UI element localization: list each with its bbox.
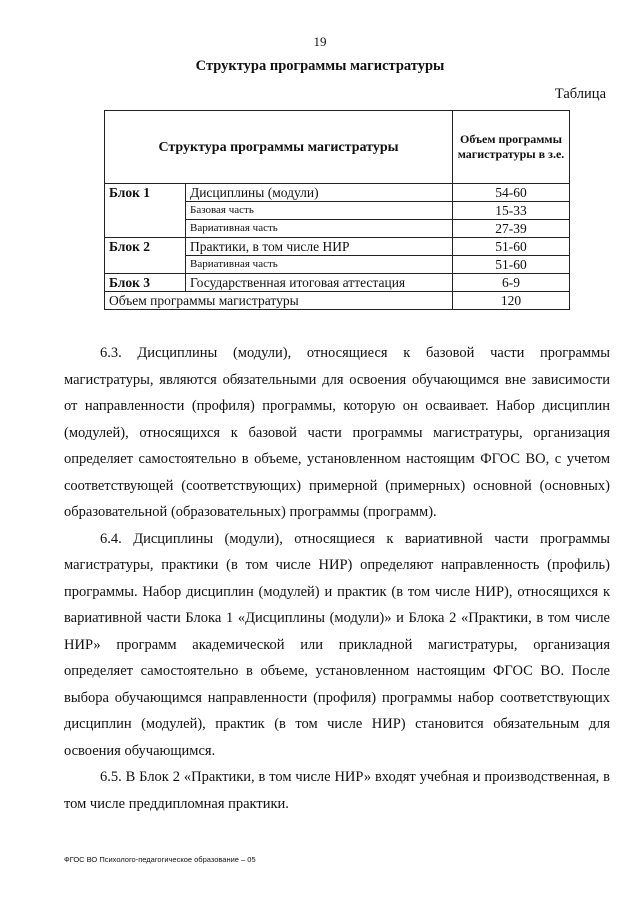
document-title: Структура программы магистратуры xyxy=(195,58,445,74)
table-row xyxy=(105,220,570,238)
row-value: 51-60 xyxy=(453,256,570,274)
table-total-row xyxy=(105,292,570,310)
header-structure: Структура программы магистратуры xyxy=(105,111,453,184)
row-name: Практики, в том числе НИР xyxy=(186,238,453,256)
row-value: 15-33 xyxy=(453,202,570,220)
row-value: 51-60 xyxy=(453,238,570,256)
paragraph-6-5: 6.5. В Блок 2 «Практики, в том числе НИР» входят учебная и производственная, в том числе преддипломная практики. xyxy=(64,769,610,812)
row-name: Вариативная часть xyxy=(186,220,453,238)
table-row xyxy=(105,256,570,274)
block-label xyxy=(105,256,186,274)
row-name: Государственная итоговая аттестация xyxy=(186,274,453,292)
paragraph-6-3: 6.3. Дисциплины (модули), относящиеся к базовой части программы магистратуры, являются обязательными для освоения обучающимся вне зависимости от направленности (профиля) программы, которую он осваивает. Набор дисциплин (модулей), относящихся к базовой части программы магистратуры, организация определяет самостоятельно в объеме, установленном настоящим ФГОС ВО, с учетом соответствующей (соответствующих) примерной (примерных) основной (основных) образовательной (образовательных) программы (программ). xyxy=(64,345,610,520)
row-name: Вариативная часть xyxy=(186,256,453,274)
table-label: Таблица xyxy=(554,86,606,102)
table-row xyxy=(105,202,570,220)
program-structure-table xyxy=(104,110,570,310)
body-text xyxy=(64,340,610,817)
page-number: 19 xyxy=(313,34,327,49)
table-row xyxy=(105,184,570,202)
row-value: 6-9 xyxy=(453,274,570,292)
block-label: Блок 1 xyxy=(105,184,186,202)
total-value: 120 xyxy=(453,292,570,310)
table-row xyxy=(105,274,570,292)
row-value: 54-60 xyxy=(453,184,570,202)
table-header-row xyxy=(105,111,570,184)
block-label xyxy=(105,220,186,238)
block-label: Блок 2 xyxy=(105,238,186,256)
row-value: 27-39 xyxy=(453,220,570,238)
row-name: Дисциплины (модули) xyxy=(186,184,453,202)
footer: ФГОС ВО Психолого-педагогическое образование – 05 xyxy=(64,855,256,864)
row-name: Базовая часть xyxy=(186,202,453,220)
header-volume: Объем программы магистратуры в з.е. xyxy=(453,111,570,184)
table-row xyxy=(105,238,570,256)
paragraph-6-4: 6.4. Дисциплины (модули), относящиеся к вариативной части программы магистратуры, практики (в том числе НИР) определяют направленность (профиль) программы. Набор дисциплин (модулей) и практик (в том числе НИР), относящихся к вариативной части Блока 1 «Дисциплины (модули)» и Блока 2 «Практики, в том числе НИР» программ академической или прикладной магистратуры, организация определяет самостоятельно в объеме, установленном настоящим ФГОС ВО. После выбора обучающимся направленности (профиля) программы набор соответствующих дисциплин (модулей), практик (в том числе НИР) становится обязательным для освоения обучающимся. xyxy=(64,530,610,759)
block-label xyxy=(105,202,186,220)
block-label: Блок 3 xyxy=(105,274,186,292)
total-label: Объем программы магистратуры xyxy=(105,292,453,310)
